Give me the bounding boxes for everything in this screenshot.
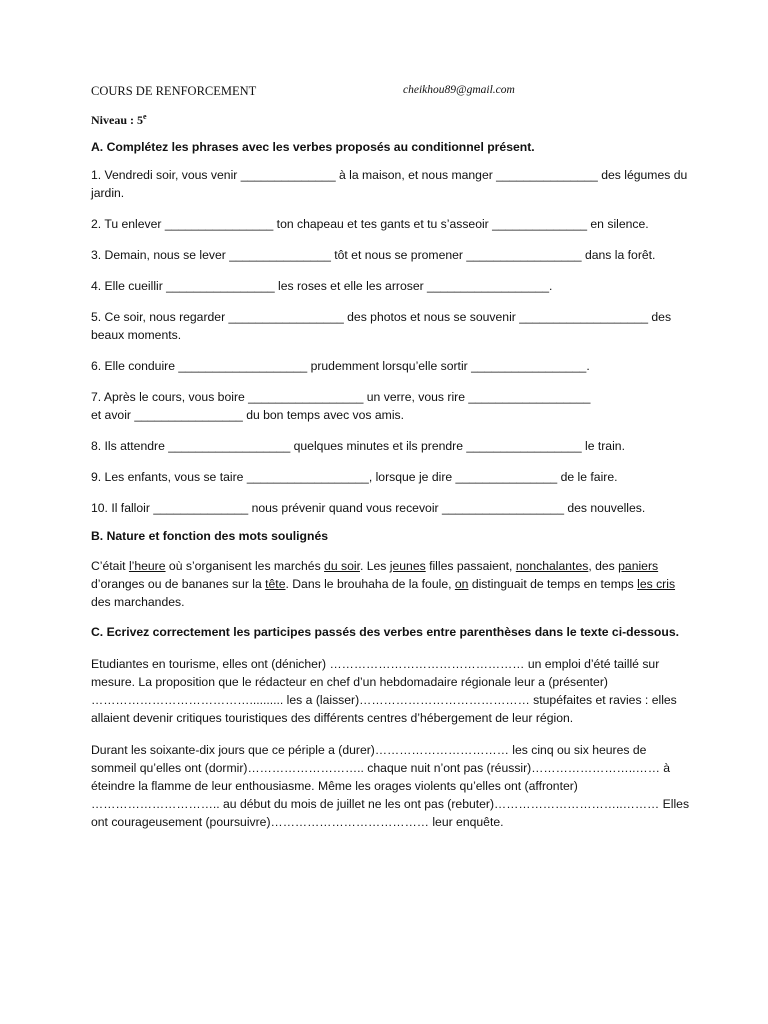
text-segment: des marchandes. <box>91 595 185 609</box>
section-c-paragraph-2: Durant les soixante-dix jours que ce périple a (durer)…………………………… les cinq ou six heures de sommeil qu’elles ont (dormir)……………………….. chaque nuit n’ont pas (réussir)……………………..…… à éteindre la flamme de leur enthousiasme. Même les orages violents qu’elles ont (affronter) ………………………….. au début du mois de juillet ne les ont pas (rebuter)…………………………..……… Elles ont courageusement (poursuivre)………………………………… leur enquête. <box>91 743 690 829</box>
underlined-word: l’heure <box>128 559 166 573</box>
exercise-item-continuation: et avoir ________________ du bon temps avec vos amis. <box>91 408 405 422</box>
exercise-item: 6. Elle conduire ___________________ prudemment lorsqu’elle sortir _________________. <box>91 359 590 373</box>
exercise-item: 4. Elle cueillir ________________ les roses et elle les arroser __________________. <box>91 279 553 293</box>
underlined-word: nonchalantes <box>515 559 589 573</box>
underlined-word: du soir <box>324 559 360 573</box>
exercise-item: 9. Les enfants, vous se taire __________________, lorsque je dire _______________ de le faire. <box>91 470 618 484</box>
level-label <box>91 112 691 128</box>
text-segment: . Les <box>359 559 390 573</box>
author-email: cheikhou89@gmail.com <box>403 84 515 96</box>
underlined-word: paniers <box>618 559 659 573</box>
document-page <box>91 84 691 831</box>
underlined-word: tête <box>265 577 286 591</box>
section-c-title: C. Ecrivez correctement les participes passés des verbes entre parenthèses dans le texte ci-dessous. <box>91 625 679 639</box>
exercise-item: 7. Après le cours, vous boire _________________ un verre, vous rire __________________ <box>91 390 591 404</box>
text-segment: filles passaient, <box>425 559 516 573</box>
exercise-item: 1. Vendredi soir, vous venir ______________ à la maison, et nous manger _______________ des légumes du jardin. <box>91 168 688 200</box>
text-segment: . Dans le brouhaha de la foule, <box>285 577 455 591</box>
exercise-item: 8. Ils attendre __________________ quelques minutes et ils prendre _________________ le train. <box>91 439 625 453</box>
section-b-paragraph <box>91 557 691 611</box>
exercise-item: 10. Il falloir ______________ nous prévenir quand vous recevoir __________________ des nouvelles. <box>91 501 646 515</box>
text-segment: d’oranges ou de bananes sur la <box>91 577 266 591</box>
underlined-word: on <box>454 577 469 591</box>
level-text: Niveau : 5 <box>91 113 143 127</box>
exercise-item: 2. Tu enlever ________________ ton chapeau et tes gants et tu s’asseoir ______________ en silence. <box>91 217 649 231</box>
text-segment: distinguait de temps en temps <box>468 577 638 591</box>
underlined-word: les cris <box>637 577 676 591</box>
underlined-word: jeunes <box>389 559 426 573</box>
document-header <box>91 84 691 104</box>
section-b-title: B. Nature et fonction des mots soulignés <box>91 529 329 543</box>
text-segment: , des <box>588 559 619 573</box>
level-superscript: e <box>143 112 147 121</box>
section-a-title: A. Complétez les phrases avec les verbes proposés au conditionnel présent. <box>91 140 535 154</box>
text-segment: où s’organisent les marchés <box>165 559 325 573</box>
exercise-item: 5. Ce soir, nous regarder _________________ des photos et nous se souvenir ___________________ des beaux moments. <box>91 310 672 342</box>
exercise-item: 3. Demain, nous se lever _______________ tôt et nous se promener _________________ dans la forêt. <box>91 248 656 262</box>
section-c-paragraph-1: Etudiantes en tourisme, elles ont (dénicher) ………………………………………… un emploi d’été taillé sur mesure. La proposition que le rédacteur en chef d’un hebdomadaire régionale leur a (présenter) ………………………………….......... les a (laisser)…………………………………… stupéfaites et ravies : elles allaient devenir critiques touristiques des différents centres d’hébergement de leur région. <box>91 657 677 725</box>
text-segment: C’était <box>91 559 129 573</box>
course-title: COURS DE RENFORCEMENT <box>91 84 257 98</box>
